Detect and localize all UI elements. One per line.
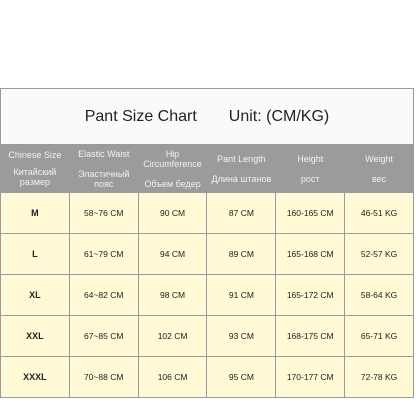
weight-cell: 52-57 KG bbox=[345, 234, 414, 275]
chart-unit: Unit: (CM/KG) bbox=[228, 107, 330, 125]
header-cell-weight bbox=[345, 145, 414, 193]
header-cell-height bbox=[276, 145, 345, 193]
header-cell-size bbox=[1, 145, 70, 193]
header-cell-hip bbox=[138, 145, 207, 193]
size-cell: XL bbox=[1, 275, 70, 316]
hip-cell: 94 CM bbox=[138, 234, 207, 275]
length-cell: 87 CM bbox=[207, 193, 276, 234]
header-cell-waist bbox=[69, 145, 138, 193]
size-cell: M bbox=[1, 193, 70, 234]
title-row bbox=[1, 89, 414, 145]
hip-cell: 106 CM bbox=[138, 357, 207, 398]
header-label-ru: Объем бедер bbox=[144, 178, 201, 189]
table-row bbox=[1, 193, 414, 234]
waist-cell: 61~79 CM bbox=[69, 234, 138, 275]
weight-cell: 46-51 KG bbox=[345, 193, 414, 234]
header-label-en: Height bbox=[297, 153, 324, 164]
size-cell: XXL bbox=[1, 316, 70, 357]
height-cell: 165-172 CM bbox=[276, 275, 345, 316]
chart-title: Pant Size Chart bbox=[84, 107, 197, 125]
height-cell: 170-177 CM bbox=[276, 357, 345, 398]
waist-cell: 70~88 CM bbox=[69, 357, 138, 398]
size-cell: L bbox=[1, 234, 70, 275]
header-cell-length bbox=[207, 145, 276, 193]
size-chart-table bbox=[0, 88, 414, 398]
header-label-ru: рост bbox=[300, 173, 320, 184]
size-cell: XXXL bbox=[1, 357, 70, 398]
header-label-en: Elastic Waist bbox=[78, 148, 130, 159]
header-label-ru: вес bbox=[371, 173, 387, 184]
header-label-ru: Длина штанов bbox=[211, 173, 272, 184]
header-row bbox=[1, 145, 414, 193]
title-cell bbox=[1, 89, 414, 145]
length-cell: 89 CM bbox=[207, 234, 276, 275]
weight-cell: 72-78 KG bbox=[345, 357, 414, 398]
hip-cell: 90 CM bbox=[138, 193, 207, 234]
header-label-en: Weight bbox=[365, 153, 393, 164]
header-label-ru: Эластичный пояс bbox=[78, 168, 130, 189]
table-row bbox=[1, 316, 414, 357]
header-label-ru: Китайский размер bbox=[13, 167, 57, 187]
title-wrap bbox=[1, 108, 413, 126]
hip-cell: 98 CM bbox=[138, 275, 207, 316]
table-row bbox=[1, 357, 414, 398]
header-label-en: Chinese Size bbox=[8, 150, 62, 160]
length-cell: 95 CM bbox=[207, 357, 276, 398]
waist-cell: 58~76 CM bbox=[69, 193, 138, 234]
weight-cell: 58-64 KG bbox=[345, 275, 414, 316]
height-cell: 168-175 CM bbox=[276, 316, 345, 357]
hip-cell: 102 CM bbox=[138, 316, 207, 357]
table-row bbox=[1, 234, 414, 275]
length-cell: 93 CM bbox=[207, 316, 276, 357]
waist-cell: 64~82 CM bbox=[69, 275, 138, 316]
header-label-en: Hip Circumference bbox=[143, 148, 202, 169]
length-cell: 91 CM bbox=[207, 275, 276, 316]
header-label-en: Pant Length bbox=[217, 153, 266, 164]
height-cell: 160-165 CM bbox=[276, 193, 345, 234]
table-row bbox=[1, 275, 414, 316]
weight-cell: 65-71 KG bbox=[345, 316, 414, 357]
waist-cell: 67~85 CM bbox=[69, 316, 138, 357]
height-cell: 165-168 CM bbox=[276, 234, 345, 275]
